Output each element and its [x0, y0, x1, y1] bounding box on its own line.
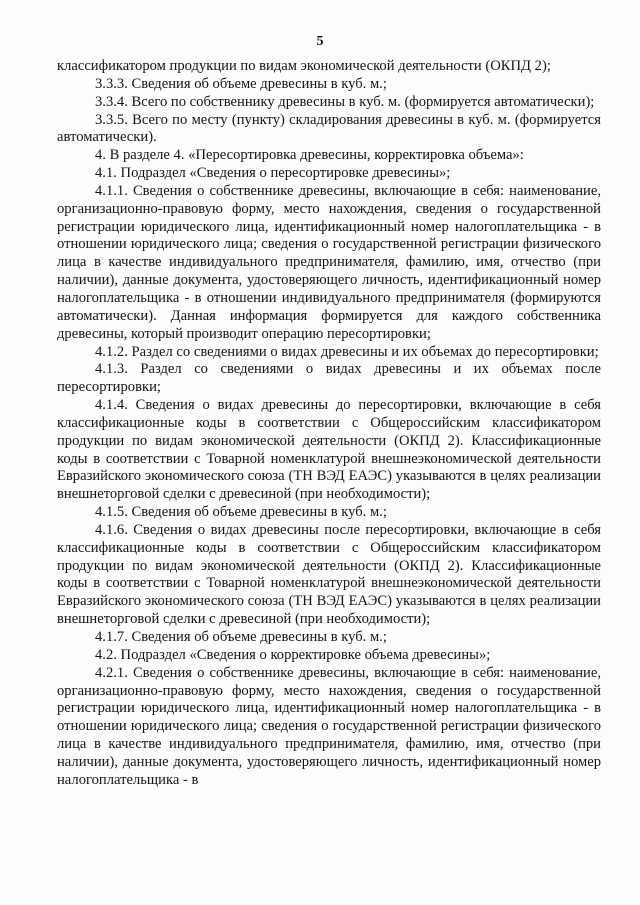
paragraph-4-1-4: 4.1.4. Сведения о видах древесины до пересортировки, включающие в себя классификационные коды в соответствии с Общероссийским классификатором продукции по видам экономической деятельности (ОКПД 2). Классификационные коды в соответствии с Товарной номенклатурой внешнеэкономической деятельности Евразийского экономического союза (ТН ВЭД ЕАЭС) указываются в целях реализации внешнеторговой сделки с древесиной (при необходимости);: [57, 397, 601, 503]
paragraph-4-1-3: 4.1.3. Раздел со сведениями о видах древесины и их объемах после пересортировки;: [57, 361, 601, 396]
paragraph-4-1-2: 4.1.2. Раздел со сведениями о видах древесины и их объемах до пересортировки;: [95, 343, 599, 360]
paragraph-4-1: 4.1. Подраздел «Сведения о пересортировке древесины»;: [95, 165, 451, 182]
paragraph-3-3-3: 3.3.3. Сведения об объеме древесины в куб. м.;: [95, 75, 387, 92]
paragraph-4-2: 4.2. Подраздел «Сведения о корректировке объема древесины»;: [95, 646, 491, 663]
document-body: [57, 58, 601, 790]
paragraph-3-3-4: 3.3.4. Всего по собственнику древесины в куб. м. (формируется автоматически);: [95, 93, 595, 110]
paragraph-4: 4. В разделе 4. «Пересортировка древесины, корректировка объема»:: [95, 147, 524, 164]
page-number: 5: [316, 34, 324, 49]
paragraph-4-1-6: 4.1.6. Сведения о видах древесины после пересортировки, включающие в себя классификационные коды в соответствии с Общероссийским классификатором продукции по видам экономической деятельности (ОКПД 2). Классификационные коды в соответствии с Товарной номенклатурой внешнеэкономической деятельности Евразийского экономического союза (ТН ВЭД ЕАЭС) указываются в целях реализации внешнеторговой сделки с древесиной (при необходимости);: [57, 521, 601, 628]
paragraph-3-3-5: 3.3.5. Всего по месту (пункту) складирования древесины в куб. м. (формируется автоматически).: [57, 111, 601, 146]
paragraph-4-1-5: 4.1.5. Сведения об объеме древесины в куб. м.;: [95, 504, 387, 521]
paragraph-4-1-7: 4.1.7. Сведения об объеме древесины в куб. м.;: [95, 629, 387, 645]
paragraph-4-1-1: 4.1.1. Сведения о собственнике древесины, включающие в себя: наименование, организационно-правовую форму, место нахождения, сведения о государственной регистрации юридического лица, идентификационный номер налогоплательщика - в отношении юридического лица; сведения о государственной регистрации физического лица в качестве индивидуального предпринимателя, фамилию, имя, отчество (при наличии), данные документа, удостоверяющего личность, идентификационный номер налогоплательщика - в отношении индивидуального предпринимателя (формируются автоматически). Данная информация формируется для каждого собственника древесины, который производит операцию пересортировки;: [57, 182, 601, 342]
paragraph-okpd-continuation: классификатором продукции по видам экономической деятельности (ОКПД 2);: [57, 58, 551, 74]
paragraph-4-2-1: 4.2.1. Сведения о собственнике древесины, включающие в себя: наименование, организационно-правовую форму, место нахождения, сведения о государственной регистрации юридического лица, идентификационный номер налогоплательщика - в отношении юридического лица; сведения о государственной регистрации физического лица в качестве индивидуального предпринимателя, фамилию, имя, отчество (при наличии), данные документа, удостоверяющего личность, идентификационный номер налогоплательщика - в: [57, 664, 601, 788]
